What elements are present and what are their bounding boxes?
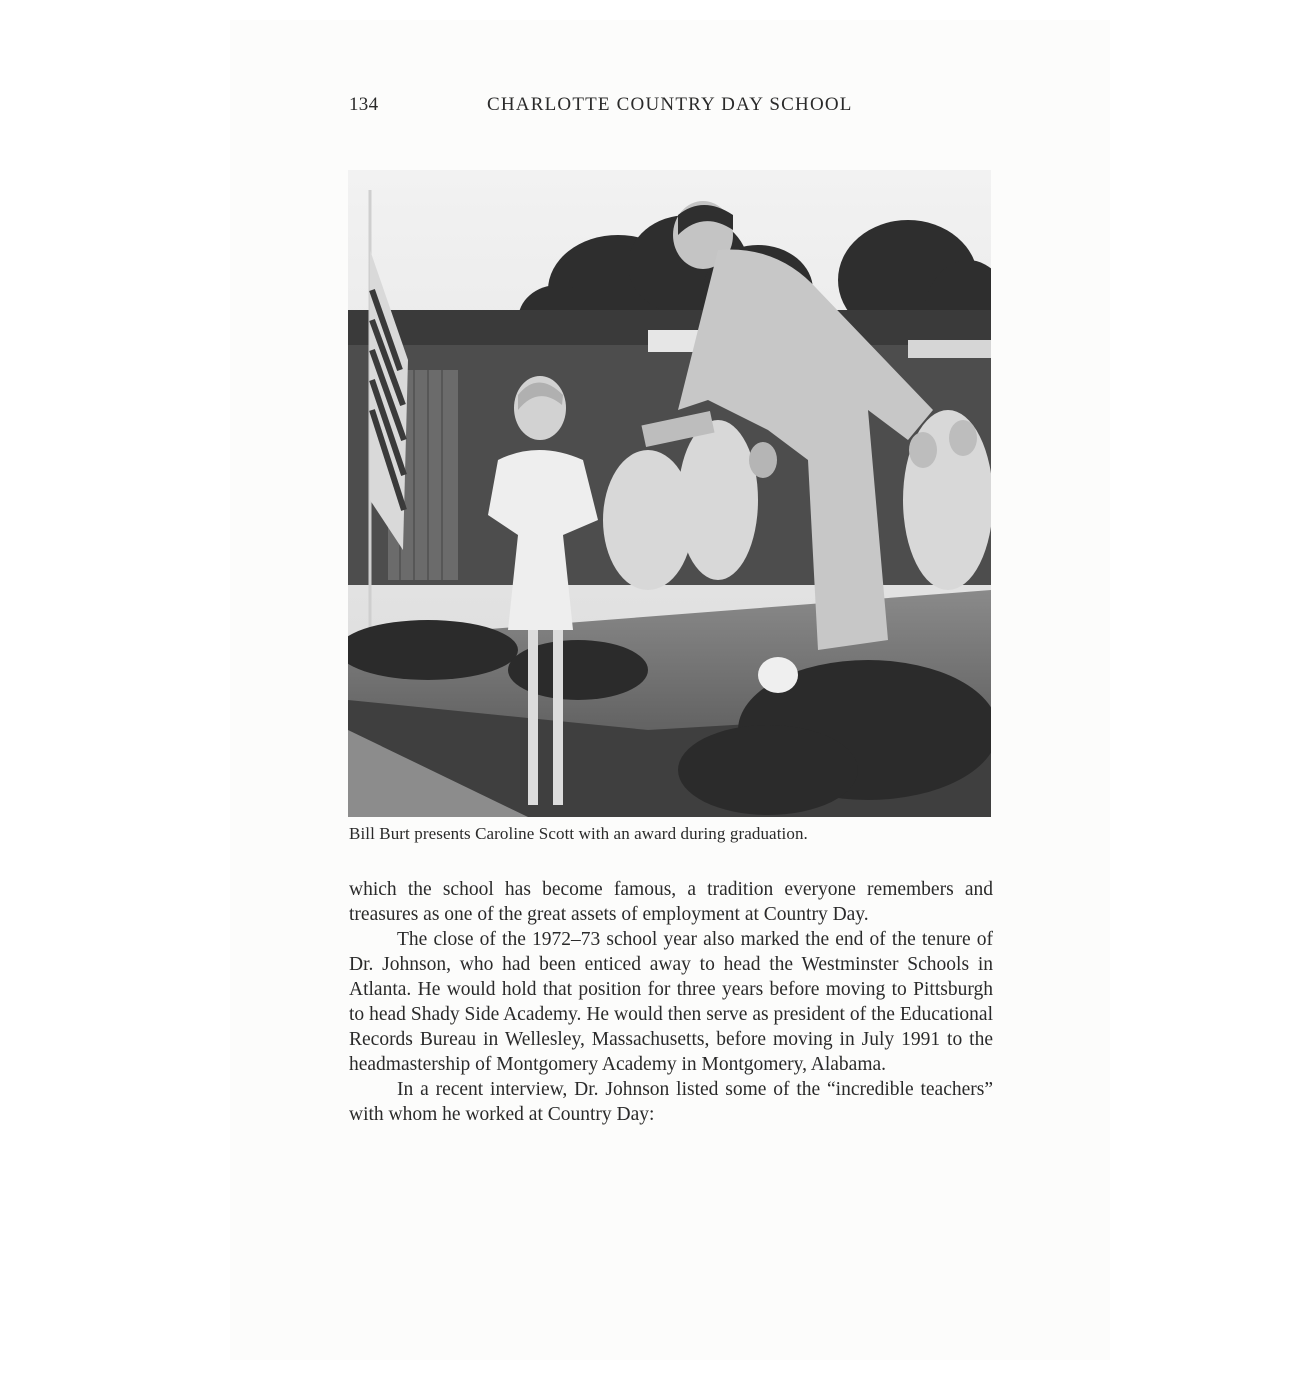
graduation-photo [348,170,991,817]
body-text [349,877,993,1127]
paragraph: In a recent interview, Dr. Johnson listed some of the “incredible teachers” with whom he worked at Country Day: [349,1079,993,1125]
running-head [349,94,994,124]
photo-caption: Bill Burt presents Caroline Scott with an award during graduation. [349,824,808,843]
paragraph: which the school has become famous, a tradition everyone remembers and treasures as one of the great assets of employment at Country Day. [349,879,993,925]
paragraph: The close of the 1972–73 school year also marked the end of the tenure of Dr. Johnson, who had been enticed away to head the Westminster Schools in Atlanta. He would hold that position for three years before moving to Pittsburgh to head Shady Side Academy. He would then serve as president of the Educational Records Bureau in Wellesley, Massachusetts, before moving in July 1991 to the headmastership of Montgomery Academy in Montgomery, Alabama. [349,929,993,1075]
running-title: CHARLOTTE COUNTRY DAY SCHOOL [487,94,853,115]
page-number: 134 [349,94,379,115]
